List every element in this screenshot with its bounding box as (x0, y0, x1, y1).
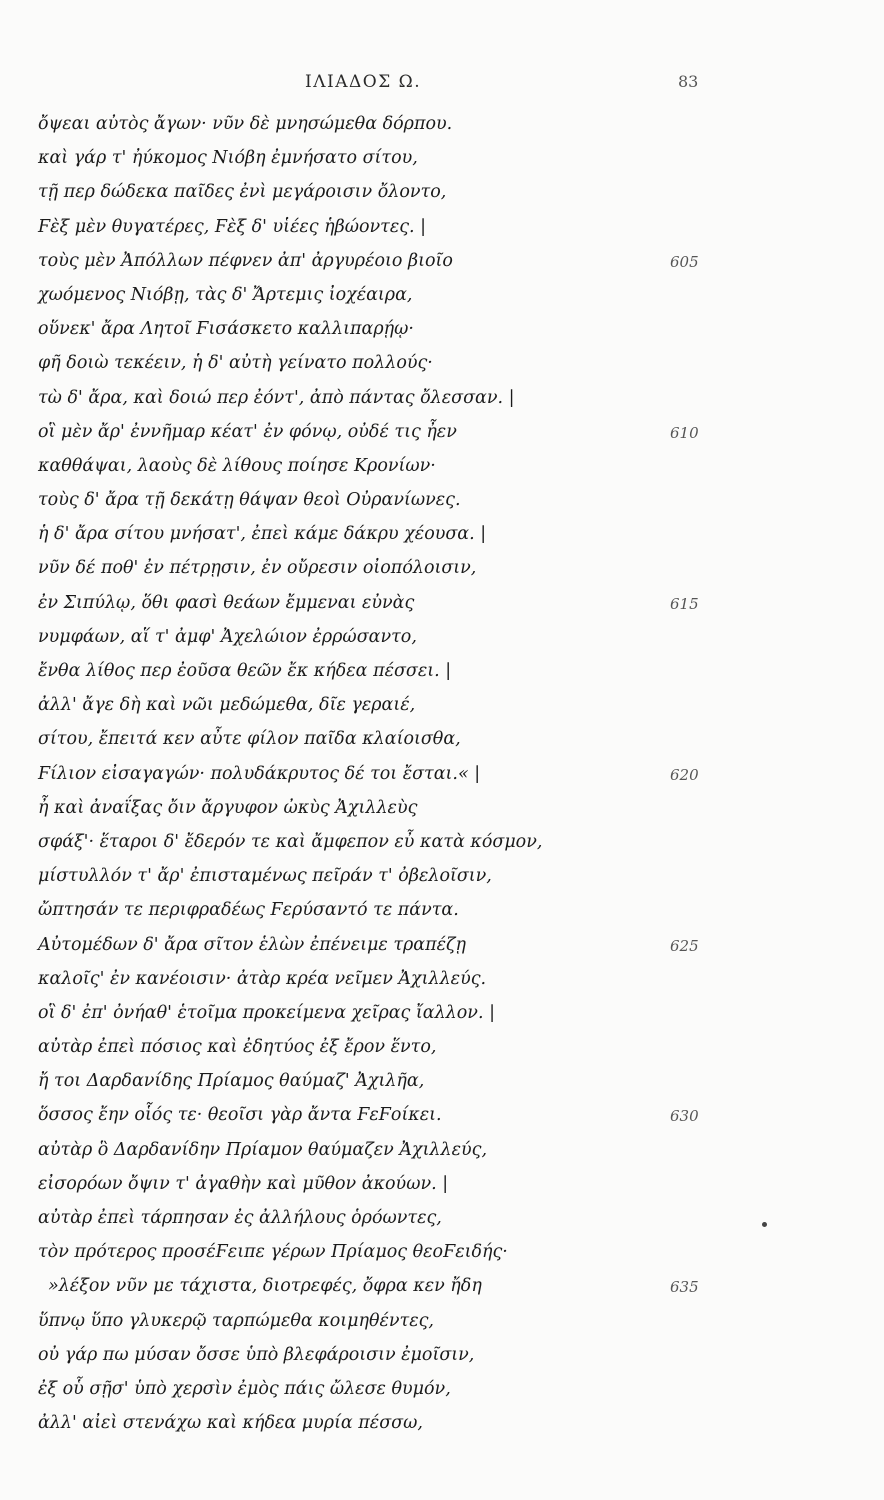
verse-line (0, 418, 884, 452)
verse-text: τὸν πρότερος προσέϜειπε γέρων Πρίαμος θεοϜειδής· (38, 1242, 508, 1263)
verse-line (0, 520, 884, 554)
verse-line (0, 760, 884, 794)
verse-line (0, 486, 884, 520)
verse-text: νῦν δέ ποθ' ἐν πέτρῃσιν, ἐν οὔρεσιν οἰοπόλοισιν, (38, 558, 477, 579)
verse-line (0, 1101, 884, 1135)
verse-text: τῇ περ δώδεκα παῖδες ἐνὶ μεγάροισιν ὄλοντο, (38, 182, 447, 203)
verse-line (0, 623, 884, 657)
verse-text: τὼ δ' ἄρα, καὶ δοιώ περ ἐόντ', ἀπὸ πάντας ὄλεσσαν. | (38, 387, 515, 408)
verse-text: ἀλλ' αἰεὶ στενάχω καὶ κήδεα μυρία πέσσω, (38, 1413, 423, 1434)
verse-text: καθθάψαι, λαοὺς δὲ λίθους ποίησε Κρονίων· (38, 455, 436, 476)
verse-text: φῆ δοιὼ τεκέειν, ἡ δ' αὐτὴ γείνατο πολλούς· (38, 353, 433, 374)
verse-text: ἡ δ' ἄρα σίτου μνήσατ', ἐπεὶ κάμε δάκρυ χέουσα. | (38, 524, 487, 545)
verse-line (0, 1238, 884, 1272)
verse-text: οὕνεκ' ἄρα Λητοῖ Ϝισάσκετο καλλιπαρῄῳ· (38, 319, 414, 340)
verse-text: ἐν Σιπύλῳ, ὅθι φασὶ θεάων ἔμμεναι εὐνὰς (38, 592, 415, 613)
verse-block (0, 110, 884, 1443)
verse-line (0, 349, 884, 383)
verse-text: σφάξ'· ἕταροι δ' ἔδερόν τε καὶ ἄμφεπον εὖ κατὰ κόσμον, (38, 831, 543, 852)
verse-line (0, 247, 884, 281)
verse-text: νυμφάων, αἵ τ' ἀμφ' Ἀχελώιον ἐρρώσαντο, (38, 626, 417, 647)
verse-line (0, 178, 884, 212)
verse-text: »λέξον νῦν με τάχιστα, διοτρεφές, ὄφρα κεν ἤδη (48, 1276, 482, 1297)
verse-line (0, 1341, 884, 1375)
verse-line (0, 1375, 884, 1409)
verse-text: Ϝίλιον εἰσαγαγών· πολυδάκρυτος δέ τοι ἔσται.« | (38, 763, 481, 784)
line-number: 620 (670, 765, 699, 784)
verse-line (0, 965, 884, 999)
verse-text: οἳ μὲν ἄρ' ἐννῆμαρ κέατ' ἐν φόνῳ, οὐδέ τις ἦεν (38, 421, 457, 442)
verse-line (0, 1136, 884, 1170)
verse-text: χωόμενος Νιόβῃ, τὰς δ' Ἄρτεμις ἰοχέαιρα, (38, 284, 413, 305)
verse-line (0, 281, 884, 315)
verse-text: μίστυλλόν τ' ἄρ' ἐπισταμένως πεῖράν τ' ὀβελοῖσιν, (38, 866, 492, 887)
verse-text: εἰσορόων ὄψιν τ' ἀγαθὴν καὶ μῦθον ἀκούων. | (38, 1173, 449, 1194)
verse-text: Ϝὲξ μὲν θυγατέρες, Ϝὲξ δ' υἱέες ἡβώοντες. | (38, 216, 427, 237)
running-head (0, 72, 884, 102)
verse-line (0, 691, 884, 725)
line-number: 635 (670, 1278, 699, 1297)
line-number: 605 (670, 252, 699, 271)
verse-text: ἤ τοι Δαρδανίδης Πρίαμος θαύμαζ' Ἀχιλῆα, (38, 1071, 425, 1092)
verse-line (0, 110, 884, 144)
verse-text: αὐτὰρ ἐπεὶ πόσιος καὶ ἐδητύος ἐξ ἔρον ἕντο, (38, 1037, 437, 1058)
verse-text: καὶ γάρ τ' ἠύκομος Νιόβη ἐμνήσατο σίτου, (38, 148, 418, 169)
verse-line (0, 1272, 884, 1306)
page-title: ΙΛΙΑΔΟΣ Ω. (305, 72, 422, 92)
verse-line (0, 862, 884, 896)
verse-text: τοὺς δ' ἄρα τῇ δεκάτῃ θάψαν θεοὶ Οὐρανίωνες. (38, 490, 461, 511)
verse-text: ἀλλ' ἄγε δὴ καὶ νῶι μεδώμεθα, δῖε γεραιέ, (38, 695, 416, 716)
verse-line (0, 1204, 884, 1238)
verse-line (0, 657, 884, 691)
verse-text: οὐ γάρ πω μύσαν ὄσσε ὑπὸ βλεφάροισιν ἐμοῖσιν, (38, 1344, 475, 1365)
verse-text: ἐξ οὗ σῇσ' ὑπὸ χερσὶν ἐμὸς πάις ὤλεσε θυμόν, (38, 1378, 451, 1399)
verse-line (0, 315, 884, 349)
line-number: 615 (670, 594, 699, 613)
verse-line (0, 213, 884, 247)
line-number: 625 (670, 936, 699, 955)
verse-line (0, 1307, 884, 1341)
verse-line (0, 589, 884, 623)
verse-text: αὐτὰρ ἐπεὶ τάρπησαν ἐς ἀλλήλους ὁρόωντες, (38, 1208, 442, 1228)
verse-line (0, 896, 884, 930)
verse-line (0, 144, 884, 178)
verse-line (0, 554, 884, 588)
verse-line (0, 725, 884, 759)
verse-line (0, 1033, 884, 1067)
verse-line (0, 828, 884, 862)
verse-line (0, 452, 884, 486)
verse-text: ὄψεαι αὐτὸς ἄγων· νῦν δὲ μνησώμεθα δόρπου. (38, 114, 453, 134)
verse-line (0, 1170, 884, 1204)
verse-text: ὤπτησάν τε περιφραδέως Ϝερύσαντό τε πάντα. (38, 900, 459, 921)
verse-text: τοὺς μὲν Ἀπόλλων πέφνεν ἀπ' ἀργυρέοιο βιοῖο (38, 250, 453, 271)
verse-line (0, 931, 884, 965)
verse-text: ὕπνῳ ὕπο γλυκερῷ ταρπώμεθα κοιμηθέντες, (38, 1310, 434, 1331)
verse-text: Αὐτομέδων δ' ἄρα σῖτον ἑλὼν ἐπένειμε τραπέζῃ (38, 934, 466, 955)
verse-text: ἔνθα λίθος περ ἐοῦσα θεῶν ἔκ κήδεα πέσσει. | (38, 661, 452, 681)
verse-text: καλοῖς' ἐν κανέοισιν· ἀτὰρ κρέα νεῖμεν Ἀχιλλεύς. (38, 968, 487, 989)
verse-line (0, 1067, 884, 1101)
verse-text: οἳ δ' ἐπ' ὀνήαθ' ἑτοῖμα προκείμενα χεῖρας ἴαλλον. | (38, 1002, 495, 1023)
verse-line (0, 794, 884, 828)
margin-dot (762, 1222, 767, 1227)
verse-text: αὐτὰρ ὃ Δαρδανίδην Πρίαμον θαύμαζεν Ἀχιλλεύς, (38, 1139, 488, 1160)
verse-line (0, 999, 884, 1033)
verse-text: σίτου, ἔπειτά κεν αὖτε φίλον παῖδα κλαίοισθα, (38, 729, 461, 750)
page-number: 83 (678, 72, 699, 91)
line-number: 630 (670, 1107, 699, 1126)
verse-text: ἦ καὶ ἀναΐξας ὄιν ἄργυφον ὠκὺς Ἀχιλλεὺς (38, 797, 418, 818)
verse-line (0, 384, 884, 418)
verse-line (0, 1409, 884, 1443)
line-number: 610 (670, 423, 699, 442)
verse-text: ὅσσος ἔην οἷός τε· θεοῖσι γὰρ ἄντα ϜεϜοίκει. (38, 1105, 442, 1126)
